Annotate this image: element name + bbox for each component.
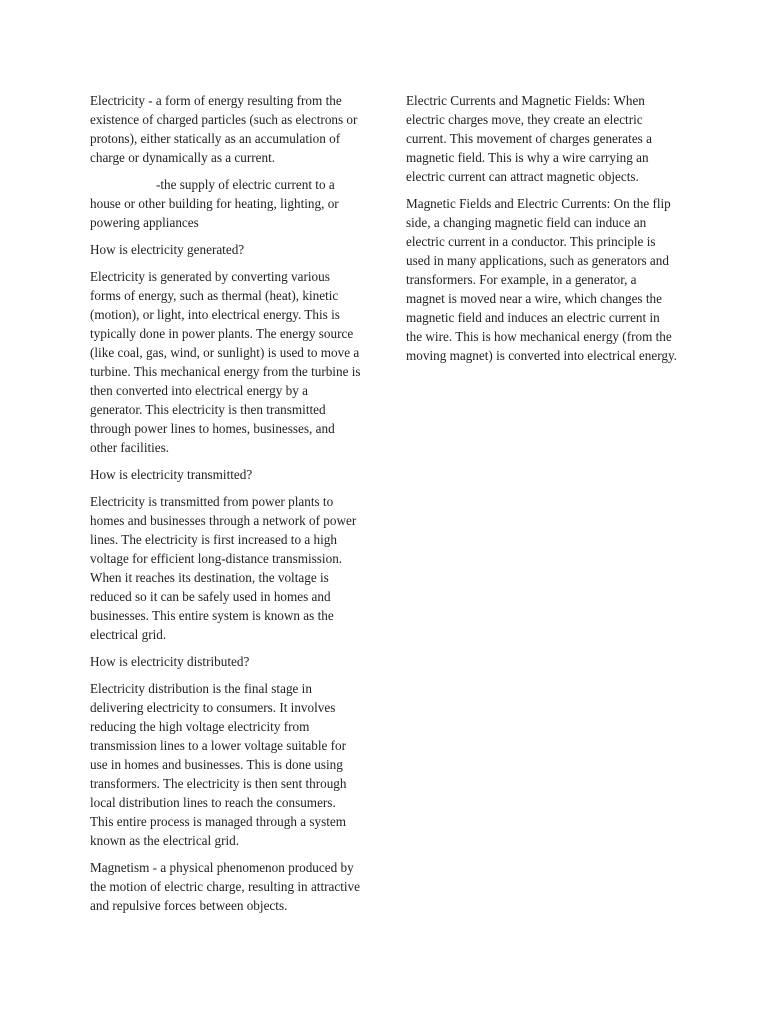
fields-and-currents-paragraph: Magnetic Fields and Electric Currents: On the flip side, a changing magnetic field can induce an electric current in a conductor. This principle is used in many applications, such as generators and transformers. For example, in a generator, a magnet is moved near a wire, which changes the magnetic field and induces an electric current in the wire. This is how mechanical energy (from the moving magnet) is converted into electrical energy.	[406, 196, 677, 363]
right-column	[406, 91, 678, 373]
answer-distributed: Electricity distribution is the final stage in delivering electricity to consumers. It involves reducing the high voltage electricity from transmission lines to a lower voltage suitable for use in homes and businesses. This is done using transformers. The electricity is then sent through local distribution lines to reach the consumers. This entire process is managed through a system known as the electrical grid.	[90, 681, 347, 848]
magnetism-definition: Magnetism - a physical phenomenon produced by the motion of electric charge, resulting in attractive and repulsive forces between objects.	[90, 860, 360, 913]
question-distributed: How is electricity distributed?	[90, 654, 250, 669]
question-transmitted: How is electricity transmitted?	[90, 467, 253, 482]
left-column	[90, 91, 362, 923]
electricity-definition: Electricity - a form of energy resulting from the existence of charged particles (such as electrons or protons), either statically as an accumulation of charge or dynamically as a current.	[90, 93, 358, 165]
answer-transmitted: Electricity is transmitted from power plants to homes and businesses through a network of power lines. The electricity is first increased to a high voltage for efficient long-distance transmission. When it reaches its destination, the voltage is reduced so it can be safely used in homes and businesses. This entire system is known as the electrical grid.	[90, 494, 357, 642]
answer-generated: Electricity is generated by converting various forms of energy, such as thermal (heat), kinetic (motion), or light, into electrical energy. This is typically done in power plants. The energy source (like coal, gas, wind, or sunlight) is used to move a turbine. This mechanical energy from the turbine is then converted into electrical energy by a generator. This electricity is then transmitted through power lines to homes, businesses, and other facilities.	[90, 269, 361, 455]
electricity-supply-definition: -the supply of electric current to a house or other building for heating, lighting, or powering appliances	[90, 177, 339, 230]
currents-and-fields-paragraph: Electric Currents and Magnetic Fields: When electric charges move, they create an electric current. This movement of charges generates a magnetic field. This is why a wire carrying an electric current can attract magnetic objects.	[406, 93, 652, 184]
question-generated: How is electricity generated?	[90, 242, 245, 257]
